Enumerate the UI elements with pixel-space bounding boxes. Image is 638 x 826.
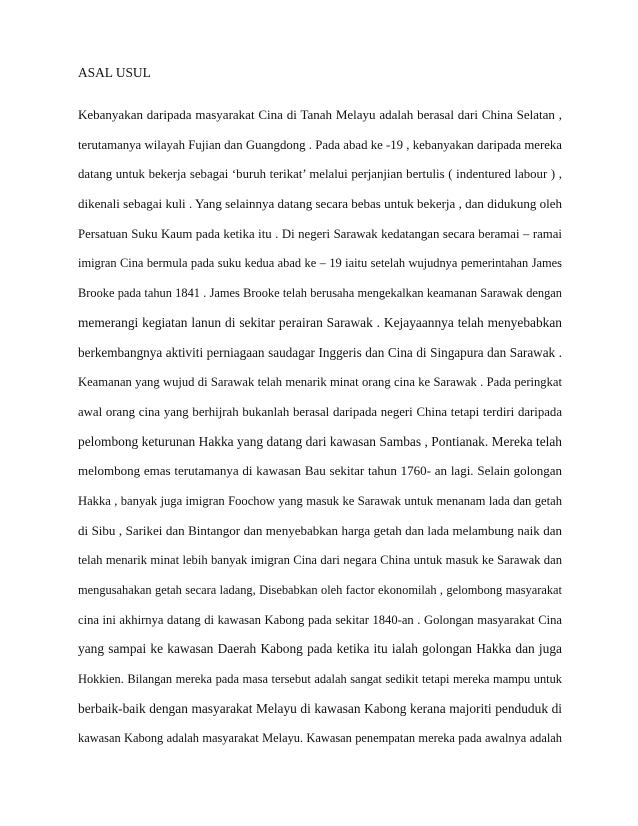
paragraph-line: berbaik-baik dengan masyarakat Melayu di kawasan Kabong kerana majoriti penduduk di bbox=[78, 700, 562, 716]
paragraph-line: cina ini akhirnya datang di kawasan Kabong pada sekitar 1840-an . Golongan masyarakat Cina bbox=[78, 612, 562, 627]
paragraph-line: pelombong keturunan Hakka yang datang dari kawasan Sambas , Pontianak. Mereka telah bbox=[78, 433, 562, 449]
paragraph-line: imigran Cina bermula pada suku kedua abad ke – 19 iaitu setelah wujudnya pemerintahan James bbox=[78, 256, 562, 271]
paragraph-line: Hokkien. Bilangan mereka pada masa tersebut adalah sangat sedikit tetapi mereka mampu untuk bbox=[78, 672, 562, 687]
paragraph-line: dikenali sebagai kuli . Yang selainnya datang secara bebas untuk bekerja , dan didukung oleh bbox=[78, 196, 562, 212]
paragraph-line: Kebanyakan daripada masyarakat Cina di Tanah Melayu adalah berasal dari China Selatan , bbox=[78, 107, 562, 122]
document-heading: ASAL USUL bbox=[78, 65, 151, 80]
paragraph-line: Persatuan Suku Kaum pada ketika itu . Di negeri Sarawak kedatangan secara beramai – ramai bbox=[78, 226, 562, 241]
paragraph-line: terutamanya wilayah Fujian dan Guangdong . Pada abad ke -19 , kebanyakan daripada mereka bbox=[78, 137, 562, 152]
paragraph-line: di Sibu , Sarikei dan Bintangor dan menyebabkan harga getah dan lada melambung naik dan bbox=[78, 522, 562, 538]
paragraph-line: awal orang cina yang berhijrah bukanlah berasal daripada negeri China tetapi terdiri daripada bbox=[78, 404, 562, 419]
paragraph-line: kawasan Kabong adalah masyarakat Melayu. Kawasan penempatan mereka pada awalnya adalah bbox=[78, 731, 562, 746]
paragraph-line: Keamanan yang wujud di Sarawak telah menarik minat orang cina ke Sarawak . Pada peringkat bbox=[78, 375, 562, 390]
document-body bbox=[78, 106, 562, 759]
paragraph-line: melombong emas terutamanya di kawasan Bau sekitar tahun 1760- an lagi. Selain golongan bbox=[78, 463, 562, 479]
paragraph-line: mengusahakan getah secara ladang, Disebabkan oleh factor ekonomilah , gelombong masyarakat bbox=[78, 583, 562, 597]
paragraph-line: yang sampai ke kawasan Daerah Kabong pada ketika itu ialah golongan Hakka dan juga bbox=[78, 641, 562, 657]
paragraph-line: telah menarik minat lebih banyak imigran Cina dari negara China untuk masuk ke Sarawak dan bbox=[78, 553, 562, 568]
paragraph-line: memerangi kegiatan lanun di sekitar perairan Sarawak . Kejayaannya telah menyebabkan bbox=[78, 314, 562, 330]
paragraph-line: datang untuk bekerja sebagai ‘buruh terikat’ melalui perjanjian bertulis ( indentured labour ) , bbox=[78, 167, 562, 182]
paragraph-line: Hakka , banyak juga imigran Foochow yang masuk ke Sarawak untuk menanam lada dan getah bbox=[78, 493, 562, 508]
paragraph-line: Brooke pada tahun 1841 . James Brooke telah berusaha mengekalkan keamanan Sarawak dengan bbox=[78, 286, 562, 301]
paragraph-line: berkembangnya aktiviti perniagaan saudagar Inggeris dan Cina di Singapura dan Sarawak . bbox=[78, 344, 562, 360]
